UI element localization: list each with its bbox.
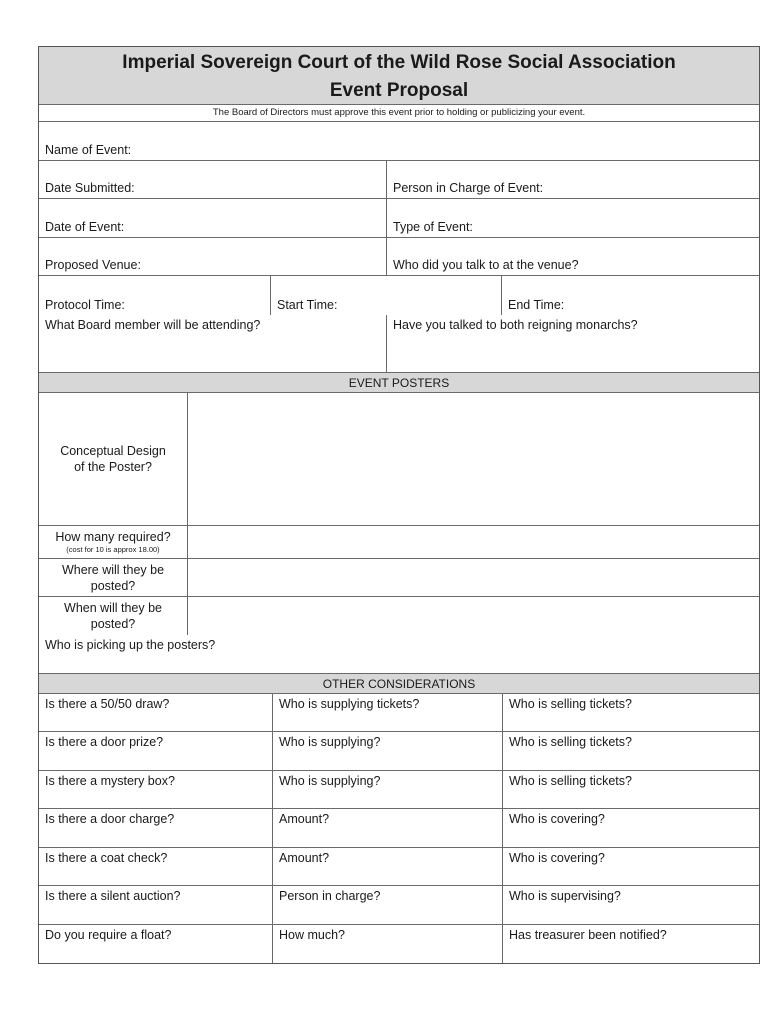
poster-when-label (39, 597, 187, 635)
consideration-question[interactable]: Is there a door charge? (45, 812, 175, 826)
poster-pickup-field[interactable]: Who is picking up the posters? (45, 638, 216, 652)
when-line-1: When will they be (64, 601, 162, 615)
name-of-event-field[interactable]: Name of Event: (45, 143, 132, 157)
consideration-responsible[interactable]: Who is selling tickets? (502, 694, 759, 731)
consideration-detail[interactable]: Who is supplying tickets? (272, 694, 502, 731)
consideration-question[interactable]: Is there a coat check? (45, 851, 168, 865)
poster-design-line-1: Conceptual Design (60, 444, 166, 458)
times-row (39, 276, 759, 315)
type-of-event-field[interactable]: Type of Event: (386, 199, 759, 237)
other-section-title: OTHER CONSIDERATIONS (322, 676, 476, 691)
board-row (39, 315, 759, 373)
consideration-responsible[interactable]: Who is supervising? (502, 886, 759, 924)
consideration-row (39, 732, 759, 771)
poster-design-line-2: of the Poster? (74, 460, 152, 474)
venue-contact-field[interactable]: Who did you talk to at the venue? (386, 238, 759, 275)
consideration-question[interactable]: Is there a silent auction? (45, 889, 181, 903)
proposed-venue-field[interactable]: Proposed Venue: (45, 258, 141, 272)
consideration-detail[interactable]: Amount? (272, 809, 502, 847)
poster-where-row (39, 559, 759, 597)
consideration-row (39, 848, 759, 886)
monarchs-field[interactable]: Have you talked to both reigning monarchs? (386, 315, 759, 372)
poster-quantity-row (39, 526, 759, 559)
consideration-question[interactable]: Do you require a float? (45, 928, 172, 942)
consideration-detail[interactable]: Person in charge? (272, 886, 502, 924)
date-of-event-row (39, 199, 759, 238)
when-line-2: posted? (90, 617, 136, 631)
consideration-responsible[interactable]: Who is covering? (502, 809, 759, 847)
title-line-2: Event Proposal (329, 80, 469, 101)
where-line-1: Where will they be (61, 562, 165, 577)
posters-section-header (39, 373, 759, 393)
poster-quantity-input[interactable] (187, 526, 759, 558)
poster-pickup-row[interactable] (39, 635, 759, 674)
how-many-text: How many required? (55, 530, 171, 544)
consideration-row (39, 925, 759, 963)
venue-row (39, 238, 759, 276)
protocol-time-field[interactable]: Protocol Time: (45, 298, 125, 312)
name-of-event-row[interactable] (39, 122, 759, 161)
date-of-event-field[interactable]: Date of Event: (45, 220, 125, 234)
end-time-field[interactable]: End Time: (501, 276, 759, 315)
poster-design-input[interactable] (187, 393, 759, 525)
date-submitted-field[interactable]: Date Submitted: (45, 181, 135, 195)
consideration-detail[interactable]: Amount? (272, 848, 502, 885)
consideration-responsible[interactable]: Who is selling tickets? (502, 732, 759, 770)
poster-where-label (39, 559, 187, 596)
poster-cost-note: (cost for 10 is approx 18.00) (66, 545, 160, 554)
consideration-question[interactable]: Is there a 50/50 draw? (45, 697, 170, 711)
subtitle-row (39, 105, 759, 122)
consideration-question[interactable]: Is there a door prize? (45, 735, 164, 749)
event-proposal-form (38, 46, 760, 964)
poster-design-label (39, 393, 187, 525)
poster-quantity-label (39, 526, 187, 558)
other-section-header (39, 674, 759, 694)
consideration-responsible[interactable]: Who is selling tickets? (502, 771, 759, 808)
person-in-charge-field[interactable]: Person in Charge of Event: (386, 161, 759, 198)
where-line-2: posted? (90, 578, 136, 593)
consideration-question[interactable]: Is there a mystery box? (45, 774, 175, 788)
consideration-detail[interactable]: Who is supplying? (272, 771, 502, 808)
poster-when-row (39, 597, 759, 635)
poster-where-input[interactable] (187, 559, 759, 596)
title-line-1: Imperial Sovereign Court of the Wild Rose Social Association (122, 52, 676, 73)
consideration-row (39, 886, 759, 925)
approval-notice: The Board of Directors must approve this event prior to holding or publicizing your event. (212, 107, 586, 118)
consideration-detail[interactable]: How much? (272, 925, 502, 963)
poster-when-input[interactable] (187, 597, 759, 635)
consideration-row (39, 771, 759, 809)
poster-design-row (39, 393, 759, 526)
form-title (39, 47, 759, 104)
other-considerations-table (39, 694, 759, 963)
start-time-field[interactable]: Start Time: (270, 276, 501, 315)
date-submitted-row (39, 161, 759, 199)
consideration-row (39, 694, 759, 732)
consideration-row (39, 809, 759, 848)
board-member-field[interactable]: What Board member will be attending? (45, 318, 261, 332)
consideration-detail[interactable]: Who is supplying? (272, 732, 502, 770)
form-header (39, 47, 759, 105)
consideration-responsible[interactable]: Who is covering? (502, 848, 759, 885)
consideration-responsible[interactable]: Has treasurer been notified? (502, 925, 759, 963)
posters-section-title: EVENT POSTERS (348, 375, 450, 390)
